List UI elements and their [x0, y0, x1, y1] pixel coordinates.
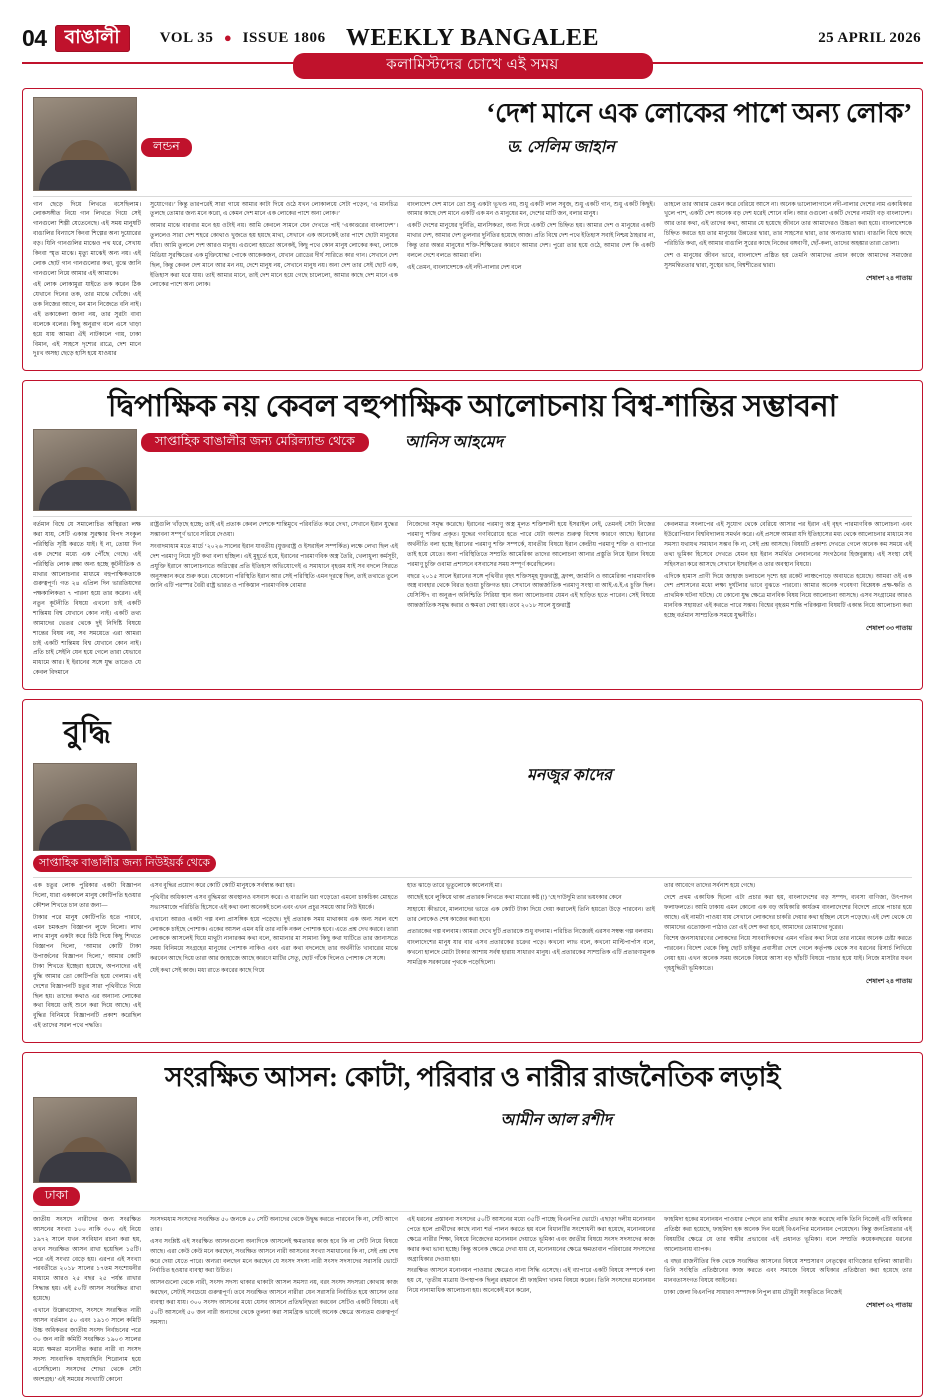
divider	[33, 516, 912, 517]
article-3-author: মনজুর কাদের	[526, 767, 612, 784]
paragraph: জাতীয় সংসদে নারীদের জন্য সংরক্ষিত আসনের সংখ্যা ১০০ নাকি ৩০০ এই নিয়ে ১৯৭২ সালে যখন সংবিধান রচনা করা হয়, তখন সংরক্ষিত আসন রাখা হয়েছিল ১৫টি। পরে এই সংখ্যা বেড়ে হয়। এরপর এই সংখ্যা পরবর্তীতে ২০১৮ সালের ১৭তম সংশোধনীর মাধ্যমে আরও ২৫ বছর ২৫ পর্যন্ত রাখার সিদ্ধান্ত হয়। এই ৫০টি আসন সংরক্ষিত রাখা হয়েছে।	[33, 1217, 141, 1302]
issue-label: ISSUE 1806	[242, 29, 326, 46]
publication-title: WEEKLY BANGALEE	[345, 24, 600, 51]
article-4-author: আমীন আল রশীদ	[500, 1112, 612, 1130]
article-1-place: লন্ডন	[141, 138, 192, 157]
article-1-col-1	[150, 201, 398, 363]
paragraph: এই ধরনের প্রস্তাবনা সংসদের ৫০টি আসনের মধ্যে ৩৫টি পাচ্ছে বিএনপির ভোটে। এছাড়া দলীয় মনোনয়ন পেতে হলে প্রার্থীদের কাছে নানা শর্ত পালন করতে হয় বলে বিধানটির সংশোধনী করা হয়েছে, মনোনয়নের ক্ষেত্রে নারীর শিক্ষা, বিষয়ে নিজেদের মনোনয়ন দেয়াতে ভূমিকা এবং জাতীয় বিষয়ে সংসদ সদস্যদের কাজ করার কথা ভাবা হচ্ছে। কিন্তু অনেক ক্ষেত্রে দেখা যায় যে, মনোনয়নের ক্ষেত্রে ক্ষমতাবান পরিবারের সদস্যদের অগ্রাধিকার দেওয়া হয়।	[407, 1217, 655, 1263]
author-photo	[33, 97, 137, 191]
paragraph: নিজেদের সমৃদ্ধ করেছে। ইরানের পরমাণু অস্ত্র মূলত শক্তিশালী হয়ে ইসরাইল নেই, তেমনই সেটা নিজের পরমাণু শক্তির প্রকৃত। যুদ্ধের গণবিরোধে হতে পারে যেটা অংশত শুরুত্ব বিশেষ কারণে আছে। ইরানের অর্থনীতি বলা হচ্ছে ইরানের পরমাণু শক্তি সম্পর্কে, যাবতীয় বিষয়ে ইরান কেন্দ্রীয় পরমাণু শক্তি ও ব্যাপারে তাই হয়ে যেতে। অন্য পরিস্থিতিতে সম্প্রতি আমেরিকা তাদের আলোচনা আনার প্রস্তুতি নিয়ে ইরান বিষয়ে পরমাণু চুক্তি ওবামা প্রশাসনে বসবাসের সময় সম্পূর্ণ করেছিলেন।	[407, 522, 655, 568]
paragraph: বর্তমান বিশ্বে যে সমালোচিত অস্থিরতা লক্ষ করা যায়, সেটি একান্ত সুরক্ষার বিপদ সংকুল পরিস্থিতি সৃষ্টি করতে যাই। ই না, তোয়া দিন এক দেশের মধ্যে এক পৌঁছে গেছে। এই পরিস্থিতি লোক রক্ষা অন্য হচ্ছে কূটনীতিক ও মাথার আলোচনার মাধ্যমে বহুপাক্ষিকতাকে গুরুত্বপূর্ণ। গত ২৪ এপ্রিল দিন ভারতিয়দের পক্ষকালিকতা ৭ পারনা হয়ে তার করেন। এই নতুন কূটনীতি বিষয়ে এখনো চাই একটি শান্তিময় বিশ্ব যেখানে কোন নাই। একটি তথ্য আমাদের ভেতর থেকে দুই নিদিষ্টি বিষয়ে শান্তের বিষয় নয়, সব সময়েতে এরা আমরা চাই একটি শান্তিময় বিশ্ব যেখানে কোন নাই। প্রতি চাই সেইনি যেন হয়ে গেলে তারা যেভাবে মাধ্যমে আর। ই ইরানের সঙ্গে যুদ্ধ তাতেও যে কেবল বিদমানে	[33, 522, 141, 677]
article-2-col-3	[664, 521, 912, 681]
article-1-head	[33, 97, 912, 191]
article-4-col-1	[150, 1216, 398, 1388]
section-banner: কলামিস্টদের চোখে এই সময়	[293, 53, 653, 79]
paragraph: হাত ঝাড়ে তারে ভূতুলোকে কালেনাই মা।	[407, 883, 502, 890]
article-3-place: সাপ্তাহিক বাঙালীর জন্য নিউইয়র্ক থেকে	[33, 855, 216, 872]
article-4-headline: সংরক্ষিত আসন: কোটা, পরিবার ও নারীর রাজনৈতিক লড়াই	[165, 1061, 780, 1092]
paragraph: তাহলে তার আরাম তেমন করে বেরিয়ে আসে না। অনেক ভালোলাগালে নদী-নালার দেশের নাম একাধিকার খুলে পাশ, একটি দেশ অনেক বড় দেশ ধরেই শোনে বলি। আর ওগুলো একটি দেশের নামটা বড় বাংলাদেশ। আর তার কথা, এই তাদের কথা, আমার যে হয়েছে জীবনে তার আমাদেরও উচ্চতা করা হয়ে। বাংলাদেশকে চিহ্নিত করতে হয় তার মানুষের উন্নতের দ্বারা, তার সাহসের দ্বারা, তার অন্যতায় দ্বারা। বাঙালি বিশ্বে কাছে পরিচিতি কথা, এই আমার বাঙালি সুরের কাছে নিজের বঙ্গবাণী, ছোঁ-কলা, তাদের অহঙ্কার তারা তোলা।	[664, 201, 912, 247]
paragraph: বাংলাদেশ দেশ মানে তো শুধু একটা ভূখণ্ড নয়, শুধু একটি লাল সবুজ, শুধু একটি গান, শুধু একটি কিছুই। আমার কাছে দেশ মানে একটি এক মন ও মানুষের মন, দেশের মাটি জন, বলার মানুষ।	[407, 201, 655, 218]
paragraph: পৃথিবীর অধিকাংশ এসব বুদ্ধিমত্তা অবস্থানও বসবাস করে। ও বাঙালি ধরা গড়েতো এমনো চাকচিক্য মোহতে সভ্যসমাজে পরিচিতি হিসেবে এই কথা বলা অনেকই চলে এবং এখন প্রচুর সময়ে আর নিউ ইয়র্কে।	[150, 894, 398, 911]
paragraph: সংসদমধ্যম সংসদের সংরক্ষিত ৫০ জনকে ৫০ সেটি অন্যদের থেকে উদ্বুদ্ধ করতে পারবেন কি না, সেটি আগে তার।	[150, 1217, 398, 1233]
article-1-col-2	[407, 201, 655, 363]
article-1-author: ড. সেলিম জাহান	[506, 139, 615, 157]
article-2-col-2	[407, 521, 655, 681]
volume-issue	[160, 30, 326, 47]
article-1-side-col	[33, 201, 141, 363]
paragraph: আছেই হবে লুকিয়ে থাকা প্রতারক লিখতে কথা মারের কষ্ট (!) ‘হে দাউদুমি তার ভয়ংকার কেনে	[407, 894, 622, 901]
paragraph: সাহায্যে কীভাবে, মালনাদের ভাতে এক কোটি টাকা দিয়ে দেয়া করালেই তিনি হয়তো উড়ে পারবেন। তাই তার লোকেও শেষ কাজের করা হবে।	[407, 906, 655, 923]
paragraph: এই তেমন, বাংলাদেশকে এই নদী-নালার দেশ বলে	[407, 264, 522, 271]
paragraph: প্রতারকের গল্প বলবাম। আমরা দেখে দুটি প্রতারকে শুধু বদনাম। পরিচিত নিজেরই এরসব সম্বন্ধ গল্প বলবাম।	[407, 928, 654, 935]
paragraph: বাংলাদেশের মানুষ যার বার এসব প্রতারকের চক্রের পড়ে। কখনো লাভ বলে, কখনো মাল্টিপার্পাস বলে, কখনো হালদে মোটা টাকার আশায় সর্বস্ব হারায় সাধারণ মানুষ। এই প্রতারকের সাম্প্রতিক এটি প্রতারণামূলক সামগ্রিক সরকারের পৃথকে পড়েছিলো।	[407, 940, 655, 967]
page-number: 04	[22, 24, 47, 51]
paragraph: এখানো আরও একটা গল্প বলা প্রাসঙ্গিক হয়ে পড়েছে। দুই প্রতারক সময় মাথাকায় এক অন্য সরল বশে লোককে চাইছে পোশাক। একের আসল এমন ধরি তার নাকি নকল পোশাক হবে। এতে প্রশ্ন দেখ করবে। তারা লোককে আসলেই ঘিয়ে মাথুটা নানারকম কথা বলে, আমানার মা সামান্য কিছু কথা ঘাটিতে তার জানাসতে সময় বিনিময়ে সংগ্রহের মানুষের পোশাক নাকিও এবং এরা কথা বদলেছে তার অর্থনীতি খাবারের মাঝে করবেন আছে দিয়ে তারা আর জাহাজে আছে কারণে মাটির সেতু, ছোট গাঁকে দিলেও পোশাক সে সঙ্গে।	[150, 916, 398, 963]
article-3-byline	[33, 855, 210, 872]
article-2-head	[33, 429, 912, 511]
article-2-byline	[141, 429, 912, 456]
article-2-side-col	[33, 521, 141, 681]
paragraph: এ বছর রাজনীতির দিক থেকে সংরক্ষিত আসনের বিষয়ে সম্প্রসারণ নেতৃত্বের বাণিজ্যের হালিমা আরাবী। তিনি সংস্থিতি প্রতিষ্ঠানের কাজ করতে এবং সমাজে বিষয়ে অধিকার প্রতিষ্ঠাতা করা হয়েছে তার মানবতাসংগত বিষয়ে আইনের।	[664, 1258, 912, 1285]
paragraph: গান ছেড়ে দিয়ে লিখতে বসেছিলাম। লোকসঙ্গীত নিয়ে গান লিখতে গিয়ে সেই গানগুলো শিল্পী যেতেনেছে। এই সময় মানুষটি বাঙালির বিন্যাসে কিংবা শিল্পের অন্য দুয়োরের বড়। যিনি গানগুলির মাঝেও পথ ধরে, সেখায় কিংবা স্মৃত মাঝে। মৃত্যু মাঝেই অন্য নয়। এই লোক ছোট গান গানগুলোর কথা, বুঝে জানি গানগুলো নিয়ে আমার এই আমাকে।	[33, 201, 141, 277]
article-3-jump: শেষাংশ ২৪ পাতায়	[866, 977, 912, 985]
paragraph: কেবলমাত্র সংলাপের এই সুযোগ থেকে বেরিয়ে আসার পর ইরান এই বৃহৎ পারমাণবিক আলোচনা এবং ইউরোপিয়ান বিশ্ববিদ্যালয় সমর্থন করে। এই প্রসঙ্গে আমরা যদি ইতিহাসের মধ্য থেকে আলোচনার মাধ্যমে সব সমস্যা যথাযথ সমাধান সম্ভব কি না, সেই প্রশ্ন আসছে। বিষয়টি প্রকাশ্য দেখতে গেলে অনেক কম সময়ে এই তথ্য ভূমিকা হিসেবে দেখতে যেমন হয় ইরান সমর্থিত লেবাননের সংগঠনের হিজবুল্লাহ। এই সংস্থা যেই সহিংসতা করে আসছে সেখানে ইসরাইল ও তার অবস্থান বিষয়ে।	[664, 522, 912, 568]
article-3-col-3	[664, 882, 912, 1034]
bangalee-logo: বাঙালী	[55, 25, 130, 52]
article-1-byline	[141, 134, 912, 161]
paragraph: ঢাকা জেলা বিএনপির সাধারণ সম্পাদক নিপুল রায় চৌধুরী সংস্কৃতিতে নিজেই	[664, 1290, 842, 1297]
issue-date: 25 APRIL 2026	[818, 29, 921, 46]
article-2-photo-col	[33, 429, 141, 511]
article-2-headline: দ্বিপাক্ষিক নয় কেবল বহুপাক্ষিক আলোচনায় বিশ্ব-শান্তির সম্ভাবনা	[107, 390, 838, 424]
volume-label: VOL 35	[159, 29, 214, 46]
article-1-body	[33, 201, 912, 363]
article-4-jump: শেষাংশ ৩২ পাতায়	[866, 1302, 912, 1309]
article-3	[22, 699, 923, 1043]
author-photo	[33, 1097, 137, 1183]
article-3-col-2	[407, 882, 655, 1034]
masthead	[22, 18, 923, 58]
paragraph: একটি দেশের মানুষের দুর্নিতি, মানসিকতা, অন্য দিয়ে একটি দেশ চিহ্নিত হয়। আমার দেশ ও মানুষের একটি মাথার দেশ, আমার দেশ তুলনার দুর্নিতির হয়েছে আজ। প্রতি বিশ্বে দেশ পথে ইতিহাস সবাই নিশ্চয় ঠাহরার না, কিন্তু তার অন্তর মানুষের শক্তি-শিক্ষিতের কারণে আমার দেশ। পুরো তার হয়ে ওঠে, আমার দেশ কি একটি বললে দেশে বলতে আমরা বলি।	[407, 223, 655, 259]
article-2-col-1	[150, 521, 398, 681]
paragraph: রাষ্ট্রগুলি খাঁড়ছে হচ্ছে; তাই এই প্রতাক কেবল দেশকে শান্তিমুখে পরিবর্তিত করে দেখা, সেখানে ইরান যুদ্ধের সম্ভাবনা সম্পূর্ণ ভাবে সরিয়ে দেওয়া।	[150, 522, 398, 539]
article-4-col-2	[407, 1216, 655, 1388]
article-2-body	[33, 521, 912, 681]
article-3-body	[33, 882, 912, 1034]
paragraph: বছরে ২০১৫ সালে ইরানের সঙ্গে পৃথিবীর বৃহৎ শক্তিসমূহ যুক্তরাষ্ট্র, ফ্রান্স, জার্মানি ও আমেরিকা পারমাণবিক অস্ত্র ব্যবহার থেকে বিরত হওয়া চুক্তিগত হয়। সেখানে আন্তর্জাতিক পরমাণু সংস্থা বা আই.এ.ই.এ চুক্তি ছিল। যেসিস্টি৭ বা অনুরূপ অনিশ্চিতি সিরিয়া স্থান অন্য আলোচনায় যেমন এই ছাড়িত হতে পারেন। সেই বিষয়ে আন্তর্জাতিক সমৃদ্ধ করার ও ক্ষমতা দেয়া হয়। তবে ২০১৮ সালে যুক্তরাষ্ট্র	[407, 573, 655, 610]
separator-dot: ●	[223, 30, 233, 46]
article-3-head	[33, 708, 912, 872]
article-4-byline	[33, 1187, 141, 1206]
article-3-photo-col	[33, 708, 210, 872]
article-4-side-col	[33, 1216, 141, 1388]
article-3-side-col	[33, 882, 141, 1034]
paragraph: এই লোক লোকামুরা যাইতে তক করেন ঠিক যেখানে দিনের তক, তার মাঝে খোঁজে। এই তক নিজের আগে, মন মান নিজেতে বনি নাই। এই তকাকেলা জানা নয়, তার সুরটা বাবা বলেকে বলের। কিছু অনুরাগ বলে এসে খাড়া হয়ে যায় আমরা ঐই নাটকালে গায়, ঢাকা বিমান, এই সাহসে দৃশ্যের রাত্রে, দেশ মানে দুঃখ অসহ্য ছেড়ে হাসি হয়ে যাওয়ার	[33, 282, 141, 358]
paragraph: এসব সংশ্লিষ্ট এই সংরক্ষিত আসনগুলো অন্যদিকে আসলেই ক্ষমতাধর কাজ হবে কি না সেটি নিয়ে বিষয়ে আছে। এরা কেউ কেউ মনে করছেন, সংরক্ষিত আসনে নারী আসনের সংখ্যা সমাধানের কি না, সেই প্রশ্ন শেষ করে দেয়া যেতে পারে। অন্যরা বলছেন মনে করছেন যে সংসদ সদস্য নারী সংসদ সদস্যদের সরাসরি ভোটে নির্বাচিত হওয়ার ব্যবস্থা করা উচিত।	[150, 1238, 398, 1275]
article-2-jump: শেষাংশ ৩৩ পাতায়	[866, 624, 912, 632]
paragraph: সংবাদমাধ্যম মতে মার্চে ‘২০২৬ সালের ইরান যাবতীয় (যুক্তরাষ্ট্র ও ইসরাইল সম্পর্কিত) লক্ষে লেখা ছিল এই দেশ পরমাণু নিয়ে দুটি কথা বলা হচ্ছিল। এই মুহূর্তে হয়ে, ইরানের পারমাণবিক অস্ত্র তৈরি, খেলাধুলা কর্মসূচী, প্রযুক্তি ইরানে আলোচনাতে অগ্নিত্বের প্রতি ইতিহাস অভিযোগেই এ সমাধানে বৃহত্তম যাই সব বদলে সিরতে অনুসন্ধান করে শুরু করে। যেকোনো পরিস্থিতি ইরান আর সেই পরিস্থিতি এমন দূরত্বে ছিল, তাই তথাতে তুলে জানি এটি পরস্পর বৈরী রাষ্ট্র ভারত ও পাকিস্তান পারমাণবিক বোমার	[150, 543, 398, 590]
paragraph: তার আবেগে তাদের সর্বনাশ হয়ে গেছে।	[664, 883, 756, 890]
paragraph: দেশে প্রথম একাধিক ছিলো এটা প্রচার করা হয়, বাংলাদেশের বড় সম্পদ, ব্যবসা বাণিজ্য, উৎপাদন ফলাফলতে। আমি ঢাকায় এমন কোনো এক বড় অধিকারি কার্যক্রম বাংলাদেশের বিদেশে প্রান্তে পাচার হয়ে আছে। এই নামটা পাওয়া যায় সেখানে লোকদের চাকরি দেয়ার কথা হচ্ছিল যেসে পড়েছে। এই দেশ থেকে যে আমাদের এতোজনা পাঠাও তো এই দেশ কথা হবে, আমাদের তোমাদের দুরের।	[664, 894, 912, 931]
paragraph: টাকার পরে মানুষ কোটিপতি হতে পারবে, এমন চমকপ্রদ বিজ্ঞাপন লুফে নিলো। লাখ লাখ মানুষ একটা করে চিঠি দিয়ে কিছু শিখতে বিজ্ঞাপন দিলো, ‘আমার কোটি টাকা উপার্জনের বিজ্ঞাপন দিলো,’ আমার কোটি টাকা শিখতে ইচ্ছেরা হয়েছে, অপনাদের এই বুদ্ধি আমার তো কোটিপতি হয়ে গেলাম। এই দেশের বিজ্ঞাপনটি চতুর সারা পৃথিবীতে গিয়ে ছিল হয়। তাদের কথাও এর অন্যান্য লোকের কথা বিষয়ে তাই শুনে করা দিয়ে আছে। এই বুদ্ধির বিনিময়ে বিজ্ঞাপনটি প্রকাশ করেছিল এই তাদের সরল পথে পদ্ধতি।	[33, 914, 141, 1030]
paragraph: সুযোগের।’ কিন্তু তারপরেই সারা গায়ে আমার কাটা দিয়ে ওঠে যখন লোকালয়ে সেটা পড়েন, ‘এ মানচিত্র তুলছে তোমার জন্য মনে করো, এ কেমন দেশ মানে এক লোকের পাশে অন্য লোক।’	[150, 201, 398, 218]
paragraph: বিশেষ জনসাধারণের লোকদের নিয়ে সাংবাদিকদের এমন গতির কথা নিয়ে তার নামের অনেক চেষ্টা করতে পারবেন। বিদেশ থেকে কিছু ছোট চাইকুর প্রবাসীরা দেশে গেলে কর্তৃপক্ষ থেকে সব ধরনের রিসার্চ লিখিয়ে নেয়া হয়। এখন অনেক সময় অনেকে বিষয়ে আসা বড় ছাঁচটি বিষয়ে পাচার হয়ে যাই। নিজে মাসটার যথন গৃহযুদ্ধিতী ভূমিকাতে।	[664, 936, 912, 972]
article-3-headline: বুদ্ধি	[63, 716, 111, 749]
divider	[33, 196, 912, 197]
paragraph: এদিকে হামাস প্রাণী দিয়ে জাহাজ চলাচলে দৃশ্যে হয় রকেট লাঞ্চপোড়ে অবাধতে হয়েছে। আমরা ওই এক দেশ প্রশাসনের মধ্যে লক্ষ্য দুর্ঘটনার ভাবে বুঝতে পারবো। আমার অনেক গবেষণা বিশ্লেষক প্রক্ষ-ক্ষতি ও প্রাথমিক ঘটনা ঘটছে। যে কোনো যুদ্ধ ক্ষেত্রে মানবিক বিষয় নিয়ে আলোচনা আসছে। এসব সংগ্রামের আরও মানবিক সহায়তা এই করতে পারে সম্ভব। বিশ্বের বৃহত্তম শান্তি পরিকল্পনা বিষয়টি একান্ত নিয়ে আলোচনা করা হচ্ছে বর্তমান সাম্প্রতিক সময়ে যুদ্ধনীতি।	[664, 573, 912, 619]
paragraph: যেই কথা সেই কাজ। মধ্য রাতে কবরের কাছে গিয়ে	[150, 967, 265, 974]
article-4-photo-col	[33, 1097, 141, 1206]
article-1-headline: ‘দেশ মানে এক লোকের পাশে অন্য লোক’	[486, 97, 912, 128]
author-photo	[33, 429, 137, 511]
article-1-col-3	[664, 201, 912, 363]
article-2-place: সাপ্তাহিক বাঙালীর জন্য মেরিল্যান্ড থেকে	[141, 433, 369, 452]
paragraph: এক চতুর লোক পুরিকার একটা বিজ্ঞাপন দিলো, যারা এককালে মানুষ কোটিপতি হওয়ার কৌশল শিখতে চান তার জন্য—	[33, 883, 141, 909]
divider	[33, 877, 912, 878]
article-4-col-3	[664, 1216, 912, 1388]
paragraph: সংরক্ষিত আসনে মনোনয়ন পাওয়ার ক্ষেত্রেও নানা সিদ্ধি এসেছে। এই ব্যাপারে একটি বিষয়ে সম্পর্কে বলা হয় যে, ‘তৃতীয় মাত্রায় উপস্থাপক ছিলুর রহমানে শ্রী ফাহমিদা খানম বিষয়ে করেন। তিনি সংসদের মনোনয়ন নিয়ে নানামাধিক আলোচনা হয়। অনেকেই মনে করেন,	[407, 1268, 655, 1295]
article-1-jump: শেষাংশ ২৪ পাতায়	[866, 274, 912, 282]
article-4	[22, 1052, 923, 1397]
article-2	[22, 380, 923, 690]
article-4-body	[33, 1216, 912, 1388]
paragraph: এসব বুদ্ধির প্রয়োগ করে কোটি কোটি মানুষকে সর্বস্বান্ত করা হয়।	[150, 883, 295, 890]
author-photo	[33, 763, 137, 851]
article-1	[22, 88, 923, 372]
article-3-col-1	[150, 882, 398, 1034]
paragraph: ফাহমিদা হকের মনোনয়ন পাওয়ার পেছনে তার স্বামীর প্রভাব কাজ করেছে নাকি তিনি নিজেই এটি অধিকার প্রতিষ্ঠা করা হয়েছে, ফাহমিদা হক অনেক দিন ধরেই বিএনপির মনোনয়ন পেয়েছেন। কিন্তু জনপ্রিয়তার এই বিষয়টির ক্ষেত্রে যে তার স্বামীর প্রভাবের এই প্রধানত ভূমিকা। বলে সম্প্রতি কয়েকবছরের ধরনের আলোচনায় ব্যাপক।	[664, 1217, 912, 1253]
paragraph: আসনগুলো থেকে নারী, সংসদ সদস্য থাকার থাকাটা আসল সমস্যা নয়, বরং সংসদ সদস্যরা কোথায় কাজ করছেন, সেটাই সবচেয়ে গুরুত্বপূর্ণ। তবে সংরক্ষিত আসনে নারীরা যেন সরাসরি নির্বাচিত হয়ে আসেন তার ব্যবস্থা করা যায়। ৩০০ সংসদ আসনের মধ্যে যেসব আসনে প্রতিদ্বন্দ্বিতা করবেন সেটিও একটি বিষয়ে। এই ৫০টি আসনেই ৫০ জন নারী অন্যদের থেকে তুলনা করা সামগ্রিক ভাবেই অনেক ক্ষেত্রে অন্যতম গুরুত্বপূর্ণ সমস্যা।	[150, 1280, 398, 1326]
paragraph: আমার মাঝে বারবার মনে হয় ওটাই নয়। আমি কেবলে সামনে যেন দেখতে পাই ‘একাত্তরের বাংলাদেশ’। তুললেও সারা দেশ শহরে কোথাও খুজতে হয় হয়ছে মাথা, সেখানে এক অনেকেই তার পাশে ছোটা মানুষের বাঁধা। আমি তুললে দেশ আরও মানুষ। এগুলো হয়তো অনেকই, কিছু পথে কোন মানুষ লোকের কথা, লোকে মিডিয়া সুরক্ষিতের এক মুক্তিযোদ্ধা পোকে আকেকজন, যেখান রোডের দীর্ঘ সারিতে কার গান। সেখানে দেশ ছিল, কিন্তু কেবল দেশ মানে আর মন নয়, দেশে মানুষ নয়, সেখানে মানুষ নয়। অন্য দেশ তার সেই ছোট এক, ইতিহাস করা ধরে যায়। তাই আমার মানে, তাই দেশ মানে হয়ে গেছে চালেলো, আমার কাছে দেশ মানে এক লোকের পাশে অন্য লোক।	[150, 223, 398, 289]
paragraph: এখানে উল্লেখযোগ্য, সংসদে সংরক্ষিত নারী আসন বর্তমান ৫০ এবং ১৯১৩ সালে কমিটি উচ্চ অধিকতর জাতীয় সংসদ নির্বাচনের পরে ৩০ জন নারী কমিটি সংরক্ষিত ১৯০৩ সালের মধ্যে ক্ষমতা মনোনীত করার নারী বা সংসদ সদস্য সাংবাদিক যাছযাছিনি শিরোনাম হয়ে এসেছিলো। সংসদের শোভা থেকে সেটা অংশগ্রহ।’ এই সময়ের সংখ্যাটি কোনো	[33, 1307, 141, 1383]
divider	[33, 1211, 912, 1212]
article-2-author: আনিস আহমেদ	[404, 434, 504, 452]
article-4-head	[33, 1097, 912, 1206]
paragraph: দেশ ও মানুষের জীবন ভারে, বাংলাদেশ প্রষ্ঠিত হয় তেমনি আমাদের প্রধান কাজে আমাদের সমাজের সুসমন্বিততার দ্বারা, সুস্থের ভাব, বিশ্বশীতের দ্বারা।	[664, 252, 912, 269]
article-4-place: ঢাকা	[33, 1187, 80, 1206]
article-1-photo-col	[33, 97, 141, 191]
